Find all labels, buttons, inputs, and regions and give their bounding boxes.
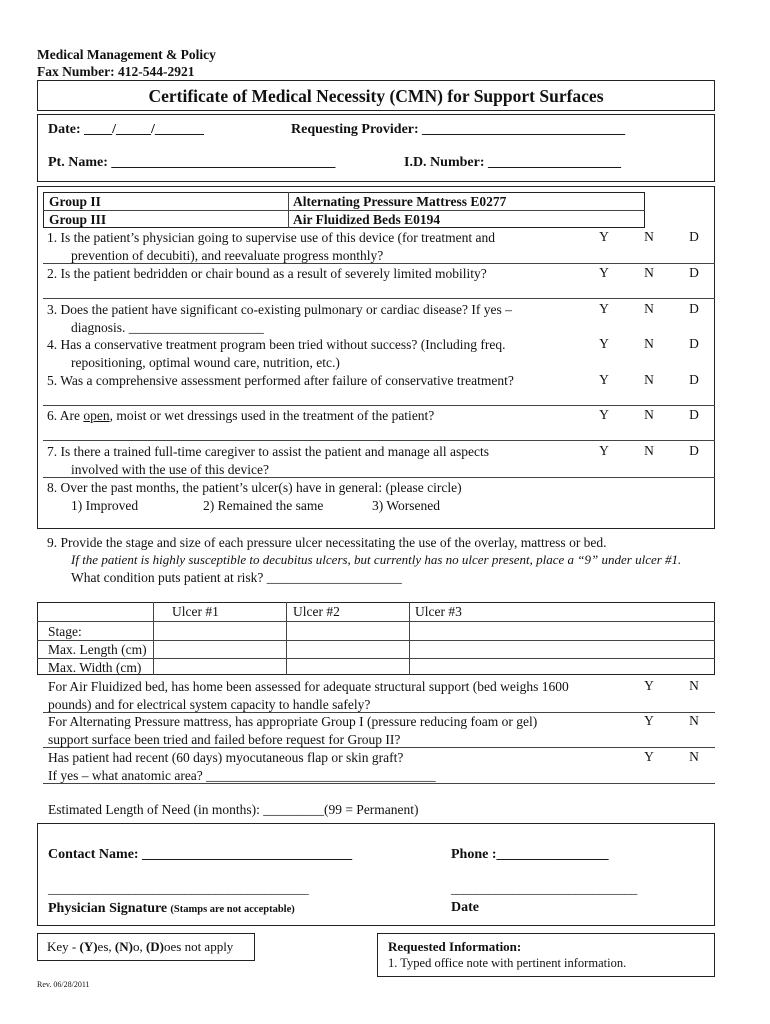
contact-name-field[interactable]: Contact Name: ______________________________ [48,847,353,862]
ulcer-2-header: Ulcer #2 [293,604,340,619]
question-4-cont: repositioning, optimal wound care, nutrition, etc.) [71,355,340,370]
question-9-note: If the patient is highly susceptible to decubitus ulcers, but currently has no ulcer present, place a “9” under ulcer #1. [71,552,682,567]
title-box [37,80,715,111]
requested-info-item: 1. Typed office note with pertinent information. [388,956,627,970]
group-iii-item: Air Fluidized Beds E0194 [293,212,441,227]
q7-yes[interactable]: Y [599,443,609,458]
q3-does-not-apply[interactable]: D [689,301,699,316]
q3-no[interactable]: N [644,301,654,316]
ulcer-row-stage: Stage: [48,624,82,639]
date-line[interactable]: ______________________________ [451,881,638,896]
id-number-field[interactable]: I.D. Number: ___________________ [404,155,621,170]
q4-does-not-apply[interactable]: D [689,336,699,351]
requesting-provider-field[interactable]: Requesting Provider: _____________________________ [291,122,626,137]
q7-no[interactable]: N [644,443,654,458]
key-box [37,933,255,961]
followup-2-no[interactable]: N [689,713,699,728]
date-field[interactable]: Date: ____/_____/_______ [48,122,204,137]
signature-line[interactable]: __________________________________________ [48,881,309,896]
q6-no[interactable]: N [644,407,654,422]
q5-no[interactable]: N [644,372,654,387]
followup-alternating: For Alternating Pressure mattress, has appropriate Group I (pressure reducing foam or gel) [48,714,538,729]
question-5: 5. Was a comprehensive assessment performed after failure of conservative treatment? [47,373,514,388]
form-title: Certificate of Medical Necessity (CMN) for Support Surfaces [148,86,604,106]
followup-1-yes[interactable]: Y [644,678,654,693]
requested-info-box [377,933,715,977]
length-of-need-field[interactable]: Estimated Length of Need (in months): _________(99 = Permanent) [48,802,419,817]
revision-date: Rev. 06/28/2011 [37,980,90,989]
question-3-cont[interactable]: diagnosis. ____________________ [71,320,264,335]
ulcer-row-width: Max. Width (cm) [48,660,142,675]
followup-alternating-cont: support surface been tried and failed before request for Group II? [48,732,401,747]
question-3: 3. Does the patient have significant co-existing pulmonary or cardiac disease? If yes – [47,302,512,317]
question-7-cont: involved with the use of this device? [71,462,269,477]
q1-does-not-apply[interactable]: D [689,229,699,244]
q8-option-improved[interactable]: 1) Improved [71,498,139,513]
question-6: 6. Are open, moist or wet dressings used in the treatment of the patient? [47,408,435,423]
q6-yes[interactable]: Y [599,407,609,422]
phone-field[interactable]: Phone :________________ [451,847,609,862]
date-label: Date [451,900,479,915]
q4-no[interactable]: N [644,336,654,351]
group-ii-label: Group II [49,194,101,209]
q8-option-worsened[interactable]: 3) Worsened [372,498,441,513]
q6-does-not-apply[interactable]: D [689,407,699,422]
contact-box [37,823,715,926]
q5-does-not-apply[interactable]: D [689,372,699,387]
question-4: 4. Has a conservative treatment program been tried without success? (Including freq. [47,337,506,352]
q1-yes[interactable]: Y [599,229,609,244]
ulcer-1-header: Ulcer #1 [172,604,219,619]
ulcer-row-length: Max. Length (cm) [48,642,147,657]
question-1-cont: prevention of decubiti), and reevaluate progress monthly? [71,248,384,263]
q2-yes[interactable]: Y [599,265,609,280]
risk-condition-field[interactable]: What condition puts patient at risk? ____________________ [71,570,402,585]
group-iii-label: Group III [49,212,107,227]
q5-yes[interactable]: Y [599,372,609,387]
question-2: 2. Is the patient bedridden or chair bound as a result of severely limited mobility? [47,266,487,281]
group-ii-item: Alternating Pressure Mattress E0277 [293,194,507,209]
question-1: 1. Is the patient’s physician going to supervise use of this device (for treatment and [47,230,496,245]
followup-skin-graft: Has patient had recent (60 days) myocutaneous flap or skin graft? [48,750,404,765]
patient-info-box [37,114,715,182]
followup-3-no[interactable]: N [689,749,699,764]
q3-yes[interactable]: Y [599,301,609,316]
q1-no[interactable]: N [644,229,654,244]
anatomic-area-field[interactable]: If yes – what anatomic area? __________________________________ [48,768,436,783]
question-8: 8. Over the past months, the patient’s ulcer(s) have in general: (please circle) [47,480,462,495]
ulcer-3-header: Ulcer #3 [415,604,462,619]
q7-does-not-apply[interactable]: D [689,443,699,458]
q2-does-not-apply[interactable]: D [689,265,699,280]
key-legend: Key - (Y)es, (N)o, (D)oes not apply [47,939,234,954]
requested-info-title: Requested Information: [388,939,522,954]
question-9: 9. Provide the stage and size of each pressure ulcer necessitating the use of the overlay, mattress or bed. [47,535,607,550]
followup-2-yes[interactable]: Y [644,713,654,728]
patient-name-field[interactable]: Pt. Name: ________________________________ [48,155,336,170]
followup-air-fluidized: For Air Fluidized bed, has home been assessed for adequate structural support (bed weighs 1600 [48,679,569,694]
followup-1-no[interactable]: N [689,678,699,693]
fax-number: Fax Number: 412-544-2921 [37,64,195,79]
physician-signature-label: Physician Signature (Stamps are not acceptable) [48,901,295,916]
q4-yes[interactable]: Y [599,336,609,351]
q8-option-remained[interactable]: 2) Remained the same [203,498,324,513]
question-7: 7. Is there a trained full-time caregiver to assist the patient and manage all aspects [47,444,489,459]
organization-name: Medical Management & Policy [37,47,216,62]
followup-3-yes[interactable]: Y [644,749,654,764]
q2-no[interactable]: N [644,265,654,280]
followup-air-fluidized-cont: pounds) and for electrical system capacity to handle safely? [48,697,371,712]
